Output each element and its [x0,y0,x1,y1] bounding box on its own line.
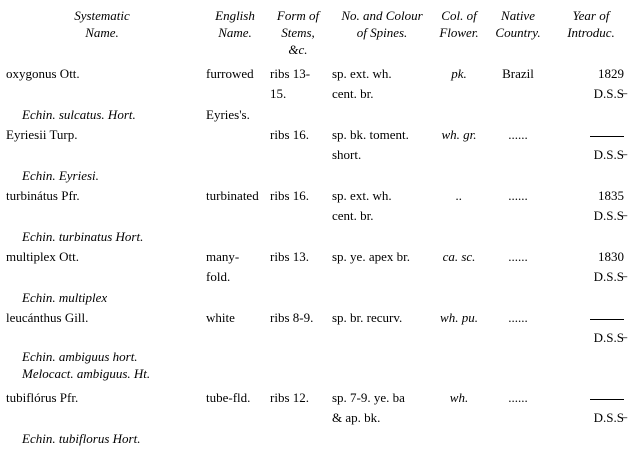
row-ref: D.S. [593,86,617,101]
row-spines: sp. 7-9. ye. ba & ap. bk. [332,390,405,425]
row-name: leucánthus Gill. [6,310,89,325]
row-year: 1829 D.S.S̶ [593,66,624,101]
row-synonym: Echin. turbinatus Hort. [22,229,144,244]
row-country: ...... [508,188,528,203]
row-year: 1835 D.S.S̶ [593,188,624,223]
row-synonym: Echin. ambiguus hort. Melocact. ambiguus. Ht. [22,349,151,381]
header-native-country: Native Country. [495,8,541,40]
row-flower: .. [455,188,463,203]
row-flower: pk. [451,66,467,81]
row-year [560,125,624,165]
row-name: Eyriesii Turp. [6,127,78,142]
row-country: ...... [508,249,528,264]
row-form: ribs 12. [270,390,309,405]
ref-glyph: S̶ [616,410,624,425]
row-synonym: Echin. sulcatus. Hort. [22,107,136,122]
row-name: tubiflórus Pfr. [6,390,79,405]
header-flower: Col. of Flower. [439,8,479,40]
row-ref: D.S. [593,410,617,425]
row-flower: wh. pu. [440,310,478,325]
row-form: ribs 13. [270,249,309,264]
row-form: ribs 8-9. [270,310,314,325]
ref-glyph: S̶ [616,269,624,284]
row-synonym: Echin. tubiflorus Hort. [22,431,141,446]
row-ref: D.S. [593,147,617,162]
row-spines: sp. br. recurv. [332,310,403,325]
year-dash [590,319,624,320]
row-ref: D.S. [593,330,617,345]
row-year [560,308,624,348]
row-synonym: Echin. Eyriesi. [22,168,99,183]
header-spines: No. and Colour of Spines. [341,8,423,40]
row-ref: D.S. [593,269,617,284]
row-spines: sp. ext. wh. cent. br. [332,66,392,101]
row-country: Brazil [502,66,534,81]
ref-glyph: S̶ [616,208,624,223]
row-form: ribs 16. [270,127,309,142]
row-country: ...... [508,390,528,405]
row-spines: sp. bk. toment. short. [332,127,409,162]
row-spines: sp. ext. wh. cent. br. [332,188,392,223]
row-ref: D.S. [593,208,617,223]
row-english: tube-fld. [206,390,251,405]
row-year [560,388,624,428]
header-year: Year of Introduc. [567,8,615,40]
row-year: 1830 D.S.S̶ [593,249,624,284]
row-synonym: Echin. multiplex [22,290,108,305]
row-name: turbinátus Pfr. [6,188,80,203]
row-synonym-english: Eyries's. [206,107,250,122]
header-form-of-stems: Form of Stems, &c. [276,8,320,57]
header-english-name: English Name. [215,8,255,40]
row-form: ribs 13- 15. [270,66,311,101]
row-english: many-fold. [206,249,240,284]
row-name: multiplex Ott. [6,249,79,264]
row-country: ...... [508,310,528,325]
row-english: furrowed [206,66,254,81]
year-dash [590,399,624,400]
row-english: white [206,310,235,325]
row-form: ribs 16. [270,188,309,203]
ref-glyph: S̶ [616,147,624,162]
row-flower: wh. gr. [441,127,477,142]
row-country: ...... [508,127,528,142]
header-systematic-name: Systematic Name. [74,8,130,40]
ref-glyph: S̶ [616,86,624,101]
ref-glyph: S̶ [616,330,624,345]
row-flower: ca. sc. [442,249,476,264]
row-name: oxygonus Ott. [6,66,80,81]
row-spines: sp. ye. apex br. [332,249,410,264]
year-dash [590,136,624,137]
row-english: turbinated [206,188,259,203]
row-flower: wh. [449,390,469,405]
